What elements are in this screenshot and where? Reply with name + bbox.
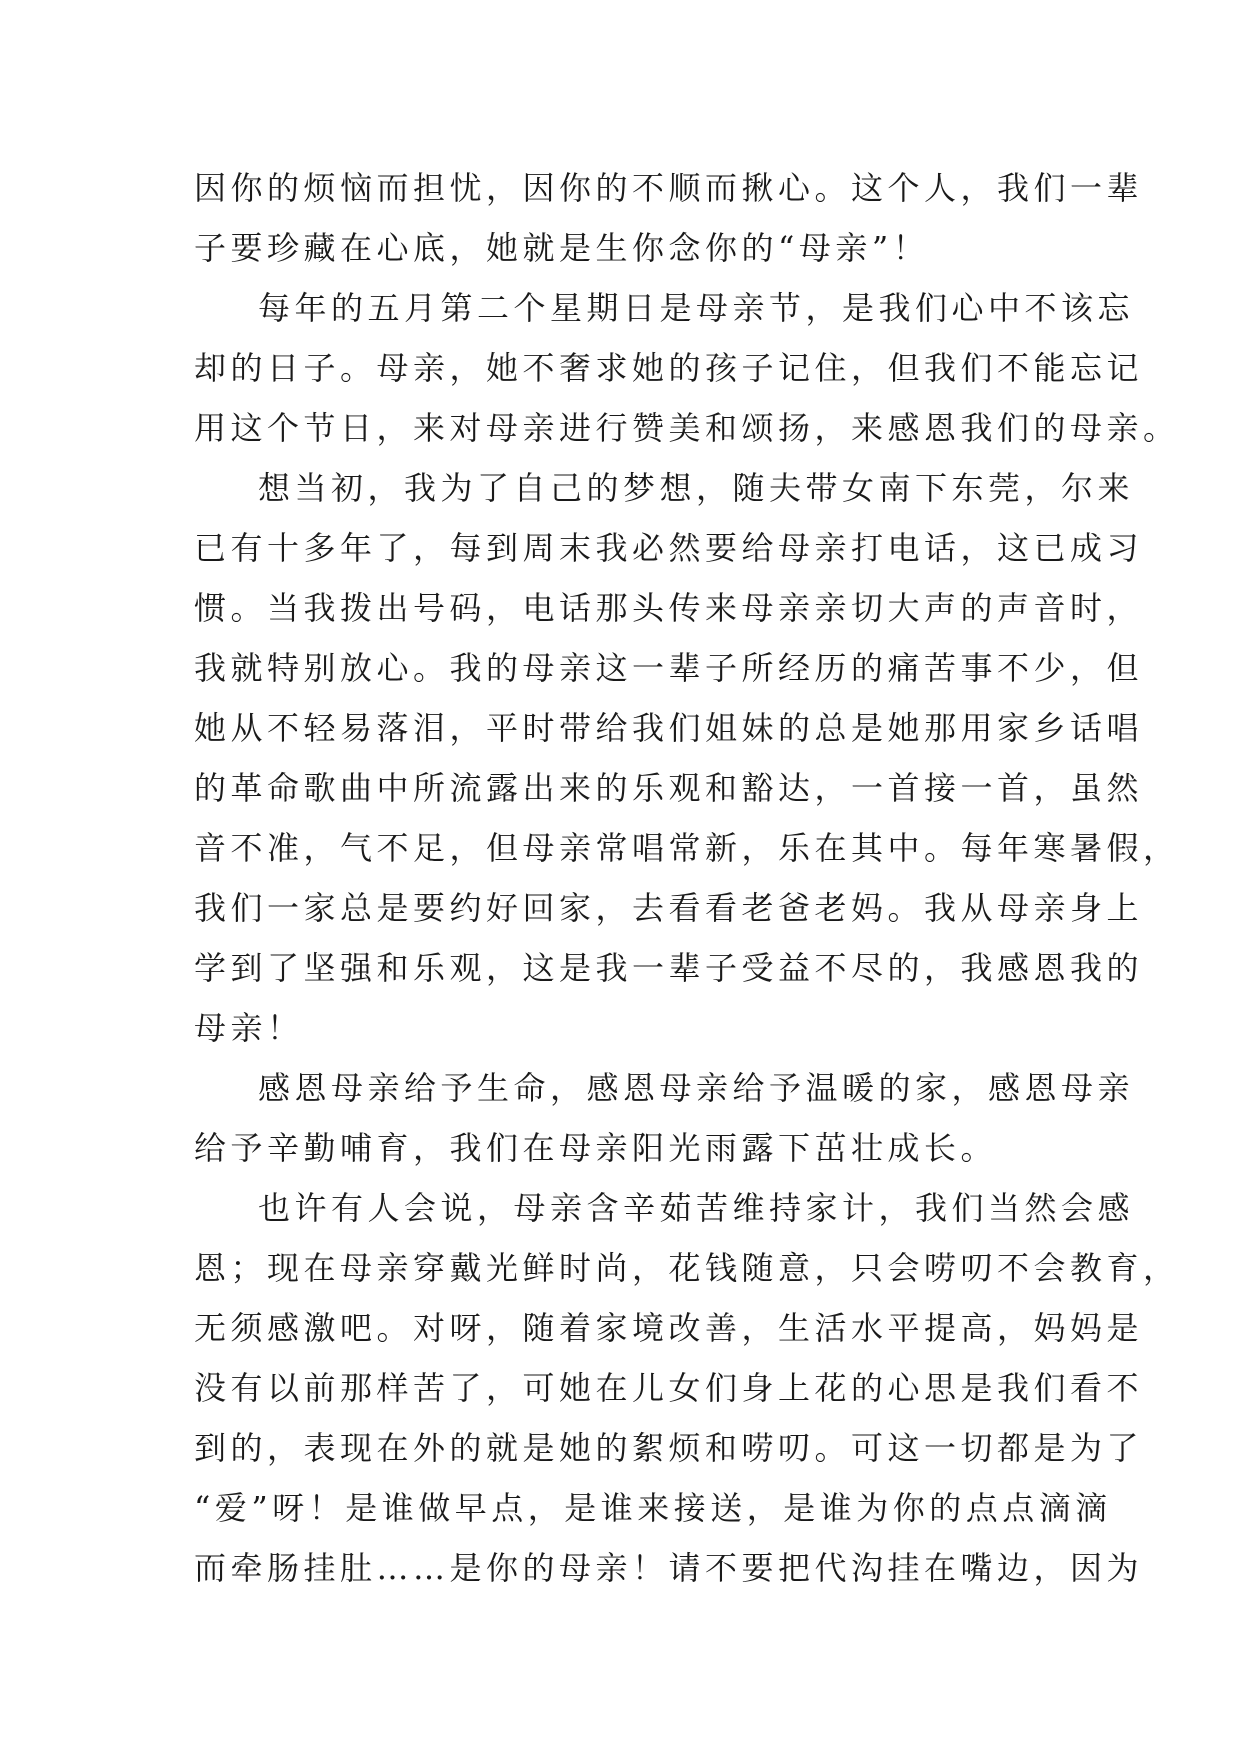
text-line: 我就特别放心。我的母亲这一辈子所经历的痛苦事不少，但: [194, 649, 1144, 687]
text-line: 我们一家总是要约好回家，去看看老爸老妈。我从母亲身上: [194, 889, 1144, 927]
text-line: 给予辛勤哺育，我们在母亲阳光雨露下茁壮成长。: [194, 1129, 998, 1167]
text-line: 因你的烦恼而担忧，因你的不顺而揪心。这个人，我们一辈: [194, 169, 1144, 207]
text-line: 母亲！: [194, 1009, 304, 1047]
text-line: 无须感激吧。对呀，随着家境改善，生活水平提高，妈妈是: [194, 1309, 1144, 1347]
text-line: 恩；现在母亲穿戴光鲜时尚，花钱随意，只会唠叨不会教育，: [194, 1249, 1180, 1287]
text-line: 用这个节日，来对母亲进行赞美和颂扬，来感恩我们的母亲。: [194, 409, 1180, 447]
text-line: 学到了坚强和乐观，这是我一辈子受益不尽的，我感恩我的: [194, 949, 1144, 987]
text-line: 想当初，我为了自己的梦想，随夫带女南下东莞，尔来: [258, 469, 1135, 507]
text-line: 音不准，气不足，但母亲常唱常新，乐在其中。每年寒暑假，: [194, 829, 1180, 867]
text-line: 而牵肠挂肚……是你的母亲！请不要把代沟挂在嘴边，因为: [194, 1549, 1144, 1587]
text-line: 惯。当我拨出号码，电话那头传来母亲亲切大声的声音时，: [194, 589, 1144, 627]
text-line: 感恩母亲给予生命，感恩母亲给予温暖的家，感恩母亲: [258, 1069, 1135, 1107]
body-text: [194, 158, 1180, 1598]
text-line: 没有以前那样苦了，可她在儿女们身上花的心思是我们看不: [194, 1369, 1144, 1407]
text-line: “爱”呀！是谁做早点，是谁来接送，是谁为你的点点滴滴: [194, 1489, 1112, 1527]
text-line: 却的日子。母亲，她不奢求她的孩子记住，但我们不能忘记: [194, 349, 1144, 387]
text-line: 已有十多年了，每到周末我必然要给母亲打电话，这已成习: [194, 529, 1144, 567]
text-line: 的革命歌曲中所流露出来的乐观和豁达，一首接一首，虽然: [194, 769, 1144, 807]
text-line: 子要珍藏在心底，她就是生你念你的“母亲”！: [194, 229, 930, 267]
text-line: 到的，表现在外的就是她的絮烦和唠叨。可这一切都是为了: [194, 1429, 1144, 1467]
text-line: 也许有人会说，母亲含辛茹苦维持家计，我们当然会感: [258, 1189, 1135, 1227]
text-line: 每年的五月第二个星期日是母亲节，是我们心中不该忘: [258, 289, 1135, 327]
text-line: 她从不轻易落泪，平时带给我们姐妹的总是她那用家乡话唱: [194, 709, 1144, 747]
